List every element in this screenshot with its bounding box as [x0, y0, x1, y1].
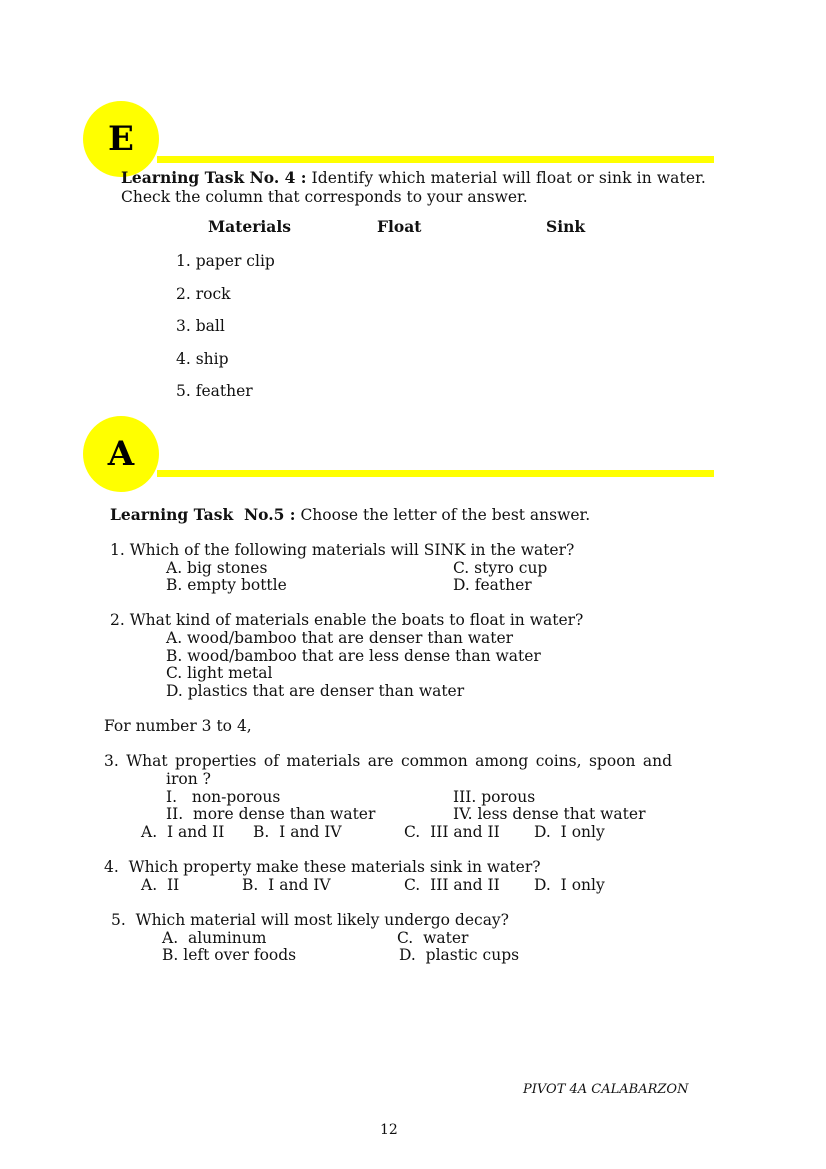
q3-choice-ii: II. more dense than water: [166, 805, 376, 823]
material-item: 4. ship: [176, 350, 229, 368]
q3-option-c: C. III and II: [404, 823, 500, 841]
q5-question: 5. Which material will most likely undergo decay?: [111, 911, 509, 929]
q3-choice-iv: IV. less dense that water: [453, 805, 646, 823]
q4-question: 4. Which property make these materials sink in water?: [104, 858, 541, 876]
material-item: 2. rock: [176, 285, 231, 303]
q3-option-a: A. I and II: [141, 823, 225, 841]
page-number: 12: [380, 1122, 398, 1138]
q1-option-b: B. empty bottle: [166, 576, 287, 594]
q4-option-c: C. III and II: [404, 876, 500, 894]
q5-option-a: A. aluminum: [162, 929, 267, 947]
section-a-badge: A: [83, 416, 159, 492]
note-3-to-4: For number 3 to 4,: [104, 717, 252, 735]
task5-line: [110, 506, 590, 524]
task4-label: Learning Task No. 4 :: [121, 168, 307, 187]
q3-question: 3. What properties of materials are common among coins, spoon and: [104, 752, 673, 770]
q2-option-b: B. wood/bamboo that are less dense than water: [166, 647, 541, 665]
material-item: 5. feather: [176, 382, 253, 400]
section-e-divider: [157, 156, 714, 163]
material-item: 3. ball: [176, 317, 225, 335]
q1-option-a: A. big stones: [166, 559, 268, 577]
q1-option-c: C. styro cup: [453, 559, 548, 577]
header-sink: Sink: [546, 217, 586, 236]
task4-text: Identify which material will float or sink in water.: [306, 169, 706, 187]
q5-option-d: D. plastic cups: [399, 946, 520, 964]
header-materials: Materials: [208, 217, 291, 236]
q3-option-b: B. I and IV: [253, 823, 342, 841]
q1-question: 1. Which of the following materials will SINK in the water?: [110, 541, 575, 559]
footer-brand: PIVOT 4A CALABARZON: [523, 1082, 689, 1097]
q5-option-b: B. left over foods: [162, 946, 297, 964]
material-item: 1. paper clip: [176, 252, 275, 270]
q2-option-a: A. wood/bamboo that are denser than water: [166, 629, 514, 647]
task4-line2: Check the column that corresponds to your answer.: [121, 188, 528, 206]
q3-choice-iii: III. porous: [453, 788, 536, 806]
q5-option-c: C. water: [397, 929, 469, 947]
q3-choice-i: I. non-porous: [166, 788, 281, 806]
q2-question: 2. What kind of materials enable the boats to float in water?: [110, 611, 584, 629]
q4-option-a: A. II: [141, 876, 180, 894]
task4-line1: [121, 169, 706, 187]
section-a-divider: [157, 470, 714, 477]
task5-label: Learning Task No.5 :: [110, 505, 296, 524]
q2-option-d: D. plastics that are denser than water: [166, 682, 465, 700]
header-float: Float: [377, 217, 422, 236]
q2-option-c: C. light metal: [166, 664, 273, 682]
q1-option-d: D. feather: [453, 576, 532, 594]
task5-text: Choose the letter of the best answer.: [295, 506, 591, 524]
q4-option-d: D. I only: [534, 876, 605, 894]
q3-question-cont: iron ?: [166, 770, 211, 788]
section-e-badge: E: [83, 101, 159, 177]
q3-option-d: D. I only: [534, 823, 605, 841]
q4-option-b: B. I and IV: [242, 876, 331, 894]
